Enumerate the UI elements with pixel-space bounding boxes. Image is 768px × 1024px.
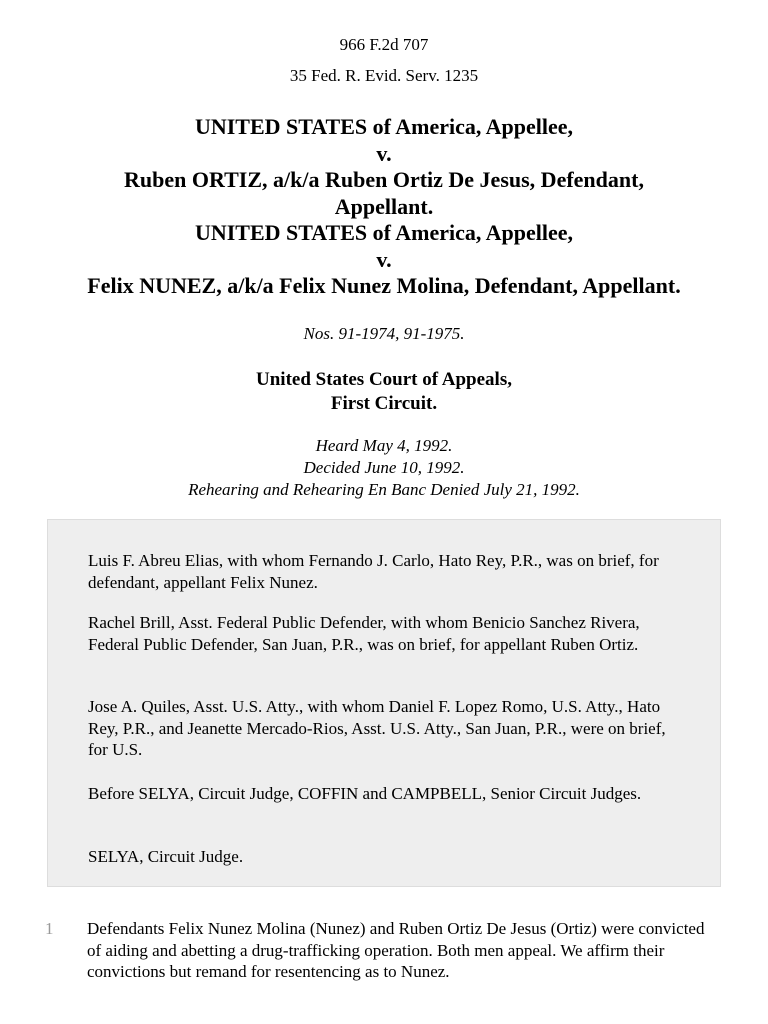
- court-circuit: First Circuit.: [330, 393, 438, 414]
- caption-line: Ruben ORTIZ, a/k/a Ruben Ortiz De Jesus, Defendant,: [124, 167, 644, 192]
- caption-line: Felix NUNEZ, a/k/a Felix Nunez Molina, Defendant, Appellant.: [87, 273, 681, 298]
- judges-panel: Before SELYA, Circuit Judge, COFFIN and CAMPBELL, Senior Circuit Judges.: [88, 784, 642, 803]
- caption-line: v.: [376, 140, 392, 166]
- decided-date: Decided June 10, 1992.: [303, 458, 465, 477]
- reporter-citation: 966 F.2d 707: [339, 35, 429, 54]
- paragraph-number[interactable]: 1: [45, 919, 54, 938]
- caption-line: Appellant.: [334, 193, 434, 219]
- counsel-panel: [47, 519, 721, 887]
- heard-date: Heard May 4, 1992.: [315, 436, 453, 455]
- counsel-ortiz: Rachel Brill, Asst. Federal Public Defender, with whom Benicio Sanchez Rivera, Federal Public Defender, San Juan, P.R., was on brief, for appellant Ruben Ortiz.: [88, 613, 640, 654]
- caption-line: UNITED STATES of America, Appellee,: [194, 220, 574, 245]
- counsel-nunez: Luis F. Abreu Elias, with whom Fernando J. Carlo, Hato Rey, P.R., was on brief, for defendant, appellant Felix Nunez.: [88, 551, 659, 592]
- court-name: United States Court of Appeals,: [256, 369, 512, 390]
- docket-numbers: Nos. 91-1974, 91-1975.: [303, 324, 465, 343]
- paragraph-text: Defendants Felix Nunez Molina (Nunez) and Ruben Ortiz De Jesus (Ortiz) were convicted of aiding and abetting a drug-trafficking operation. Both men appeal. We affirm their convictions but remand for resentencing as to Nunez.: [87, 919, 705, 981]
- case-dates: [0, 435, 768, 501]
- court-name-block: [0, 368, 768, 416]
- counsel-us: Jose A. Quiles, Asst. U.S. Atty., with whom Daniel F. Lopez Romo, U.S. Atty., Hato Rey, P.R., and Jeanette Mercado-Rios, Asst. U.S. Atty., San Juan, P.R., were on brief, for U.S.: [88, 697, 666, 759]
- secondary-citation: 35 Fed. R. Evid. Serv. 1235: [289, 66, 479, 85]
- caption-line: UNITED STATES of America, Appellee,: [194, 114, 574, 139]
- rehearing-date: Rehearing and Rehearing En Banc Denied July 21, 1992.: [188, 480, 580, 499]
- opinion-paragraph: [0, 918, 768, 988]
- case-caption: [0, 114, 768, 300]
- opinion-author: SELYA, Circuit Judge.: [88, 847, 244, 866]
- caption-line: v.: [376, 246, 392, 272]
